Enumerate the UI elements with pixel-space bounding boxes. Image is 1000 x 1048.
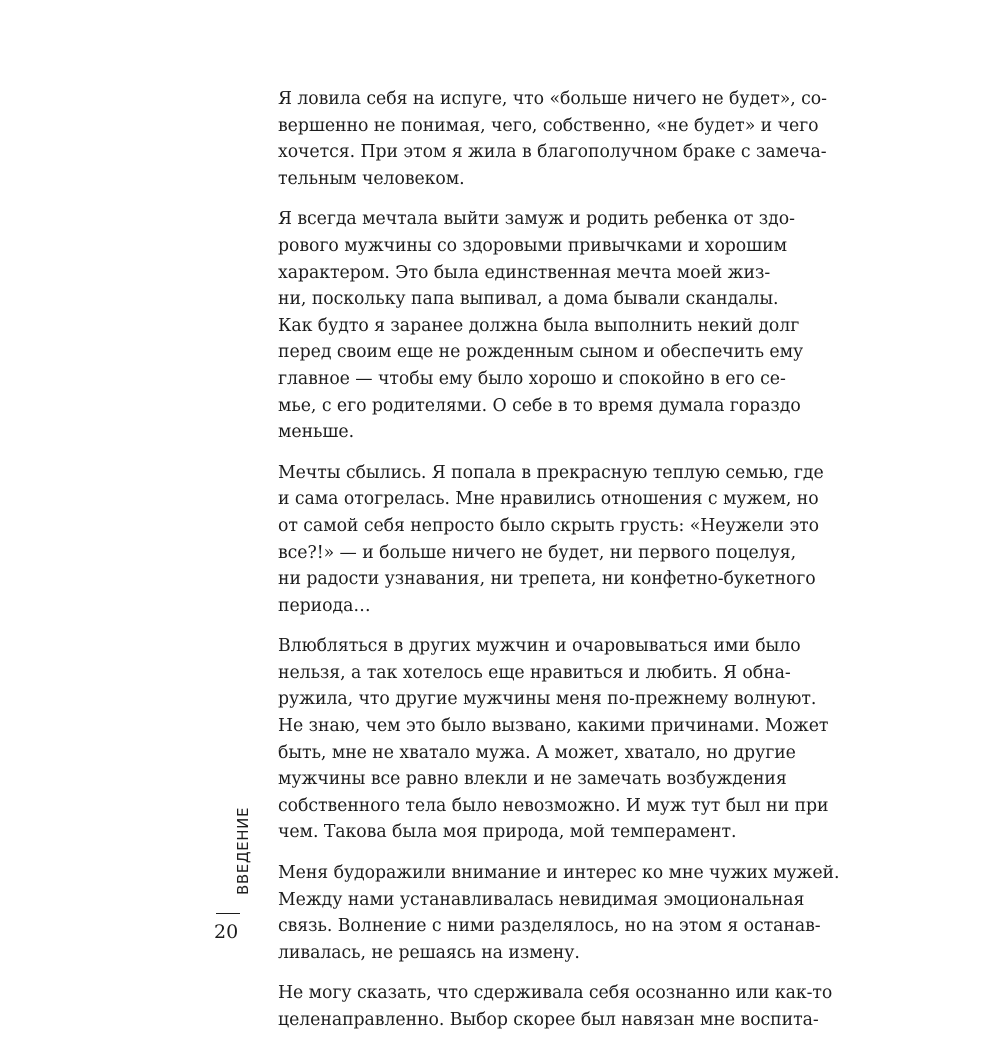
text-line: связь. Волнение с ними разделялось, но на этом я останав- xyxy=(278,916,821,937)
text-line: ливалась, не решаясь на измену. xyxy=(278,942,580,963)
text-line: Мечты сбылись. Я попала в прекрасную теплую семью, где xyxy=(278,462,824,483)
paragraph xyxy=(278,206,804,445)
paragraph xyxy=(278,86,827,192)
text-line: Влюбляться в других мужчин и очаровываться ими было xyxy=(278,636,801,657)
text-line: ни, поскольку папа выпивал, а дома бывали скандалы. xyxy=(278,289,779,310)
text-line: Не знаю, чем это было вызвано, какими причинами. Может xyxy=(278,716,829,737)
running-head xyxy=(214,806,252,895)
folio-divider xyxy=(216,913,240,914)
text-line: Как будто я заранее должна была выполнить некий долг xyxy=(278,315,800,336)
text-line: ружила, что другие мужчины меня по-прежнему волнуют. xyxy=(278,689,817,710)
text-line: рового мужчины со здоровыми привычками и хорошим xyxy=(278,235,788,256)
text-line: перед своим еще не рожденным сыном и обеспечить ему xyxy=(278,342,804,363)
text-line: собственного тела было невозможно. И муж тут был ни при xyxy=(278,795,829,816)
text-line: главное — чтобы ему было хорошо и спокойно в его се- xyxy=(278,368,786,389)
text-line: целенаправленно. Выбор скорее был навязан мне воспита- xyxy=(278,1010,819,1030)
paragraph xyxy=(278,633,829,846)
text-line: вершенно не понимая, чего, собственно, «не будет» и чего xyxy=(278,115,819,136)
text-line: Я всегда мечтала выйти замуж и родить ребенка от здо- xyxy=(278,209,795,230)
text-line: хочется. При этом я жила в благополучном браке с замеча- xyxy=(278,142,827,163)
text-line: тельным человеком. xyxy=(278,168,465,189)
text-line: чем. Такова была моя природа, мой темперамент. xyxy=(278,822,737,843)
text-line: Меня будоражили внимание и интерес ко мне чужих мужей. xyxy=(278,863,840,884)
text-line: от самой себя непросто было скрыть грусть: «Неужели это xyxy=(278,515,819,536)
paragraph xyxy=(278,980,833,1033)
text-line: мужчины все равно влекли и не замечать возбуждения xyxy=(278,769,787,790)
body-text xyxy=(278,86,840,1048)
text-line: и сама отогрелась. Мне нравились отношения с мужем, но xyxy=(278,489,819,510)
paragraph xyxy=(278,460,824,620)
text-line: периода… xyxy=(278,595,371,616)
text-line: быть, мне не хватало мужа. А может, хватало, но другие xyxy=(278,742,796,763)
text-line: ни радости узнавания, ни трепета, ни конфетно-букетного xyxy=(278,569,816,590)
text-line: нельзя, а так хотелось еще нравиться и любить. Я обна- xyxy=(278,662,791,683)
text-line: Между нами устанавливалась невидимая эмоциональная xyxy=(278,889,805,910)
running-head-text: ВВЕДЕНИЕ xyxy=(234,806,252,895)
text-line: все?!» — и больше ничего не будет, ни первого поцелуя, xyxy=(278,542,797,563)
paragraph xyxy=(278,860,840,966)
text-line: Не могу сказать, что сдерживала себя осознанно или как-то xyxy=(278,983,833,1004)
page-number: 20 xyxy=(214,921,239,943)
text-line: Я ловила себя на испуге, что «больше ничего не будет», со- xyxy=(278,89,827,109)
text-line: меньше. xyxy=(278,422,355,443)
text-line: мье, с его родителями. О себе в то время думала гораздо xyxy=(278,395,801,416)
text-line: характером. Это была единственная мечта моей жиз- xyxy=(278,262,771,283)
